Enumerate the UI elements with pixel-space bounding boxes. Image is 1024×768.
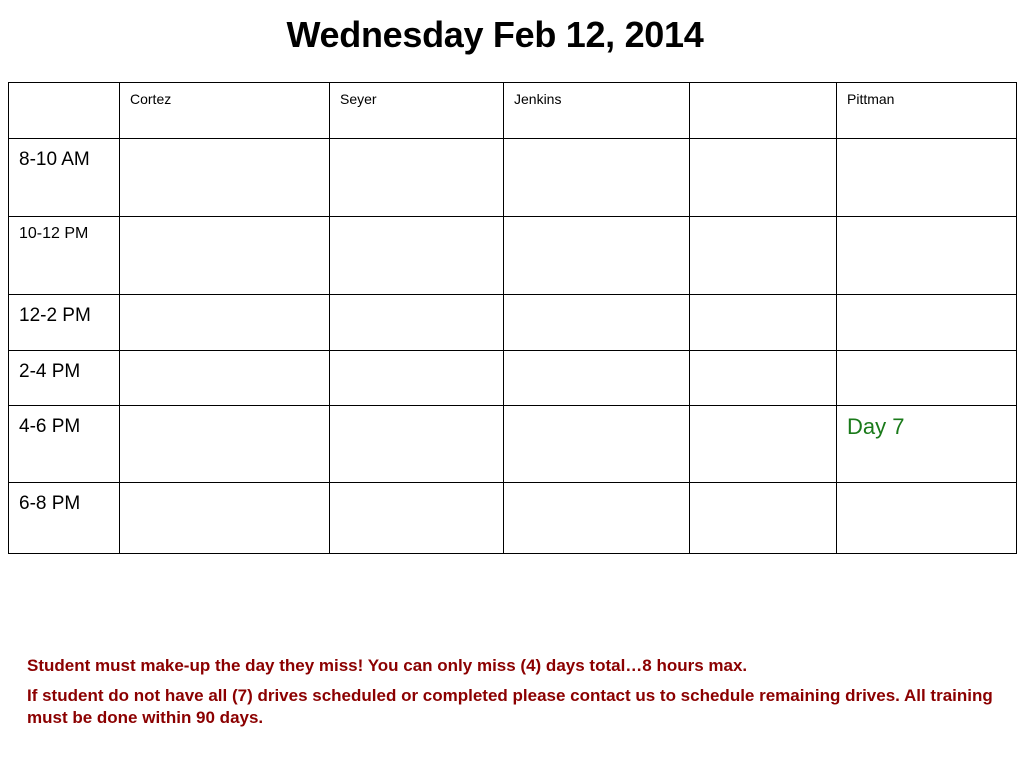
schedule-cell: [690, 217, 837, 295]
makeup-policy-note: Student must make-up the day they miss! You can only miss (4) days total…8 hours max.: [27, 656, 748, 675]
column-header-cortez: Cortez: [120, 83, 330, 139]
schedule-cell: [120, 406, 330, 483]
time-slot-label: 4-6 PM: [9, 406, 120, 483]
schedule-cell: [690, 139, 837, 217]
schedule-cell: [504, 217, 690, 295]
table-row: [9, 139, 1017, 217]
schedule-cell: [690, 483, 837, 554]
schedule-cell: [504, 406, 690, 483]
column-header-pittman: Pittman: [837, 83, 1017, 139]
schedule-cell: [120, 295, 330, 351]
schedule-cell: [837, 295, 1017, 351]
page-title: Wednesday Feb 12, 2014: [286, 14, 704, 55]
table-row: [9, 406, 1017, 483]
column-header-jenkins: Jenkins: [504, 83, 690, 139]
time-slot-label: 2-4 PM: [9, 351, 120, 406]
table-header-row: [9, 83, 1017, 139]
schedule-cell: [330, 139, 504, 217]
scheduling-policy-note: If student do not have all (7) drives scheduled or completed please contact us to schedule remaining drives. All training must be done within 90 days.: [27, 686, 993, 727]
schedule-cell: [330, 406, 504, 483]
schedule-cell: [504, 483, 690, 554]
footer-notes: [27, 655, 997, 737]
table-row: [9, 483, 1017, 554]
schedule-cell: [837, 351, 1017, 406]
schedule-cell: [504, 351, 690, 406]
time-slot-label: 12-2 PM: [9, 295, 120, 351]
schedule-cell: [330, 217, 504, 295]
schedule-cell: [330, 483, 504, 554]
schedule-table: [8, 82, 1017, 554]
time-slot-label: 6-8 PM: [9, 483, 120, 554]
corner-header-cell: [9, 83, 120, 139]
schedule-cell: [837, 483, 1017, 554]
time-slot-label: 8-10 AM: [9, 139, 120, 217]
column-header-blank: [690, 83, 837, 139]
schedule-cell: [690, 351, 837, 406]
schedule-cell: [120, 139, 330, 217]
table-row: [9, 295, 1017, 351]
schedule-cell: [837, 217, 1017, 295]
schedule-cell: [120, 483, 330, 554]
schedule-cell: [120, 351, 330, 406]
schedule-cell: [330, 351, 504, 406]
schedule-cell: [837, 139, 1017, 217]
table-row: [9, 217, 1017, 295]
table-row: [9, 351, 1017, 406]
column-header-seyer: Seyer: [330, 83, 504, 139]
schedule-cell: [330, 295, 504, 351]
schedule-cell: [504, 295, 690, 351]
day-7-note: Day 7: [837, 406, 1017, 483]
schedule-cell: [690, 295, 837, 351]
time-slot-label: 10-12 PM: [9, 217, 120, 295]
schedule-cell: [690, 406, 837, 483]
schedule-cell: [504, 139, 690, 217]
schedule-cell: [120, 217, 330, 295]
